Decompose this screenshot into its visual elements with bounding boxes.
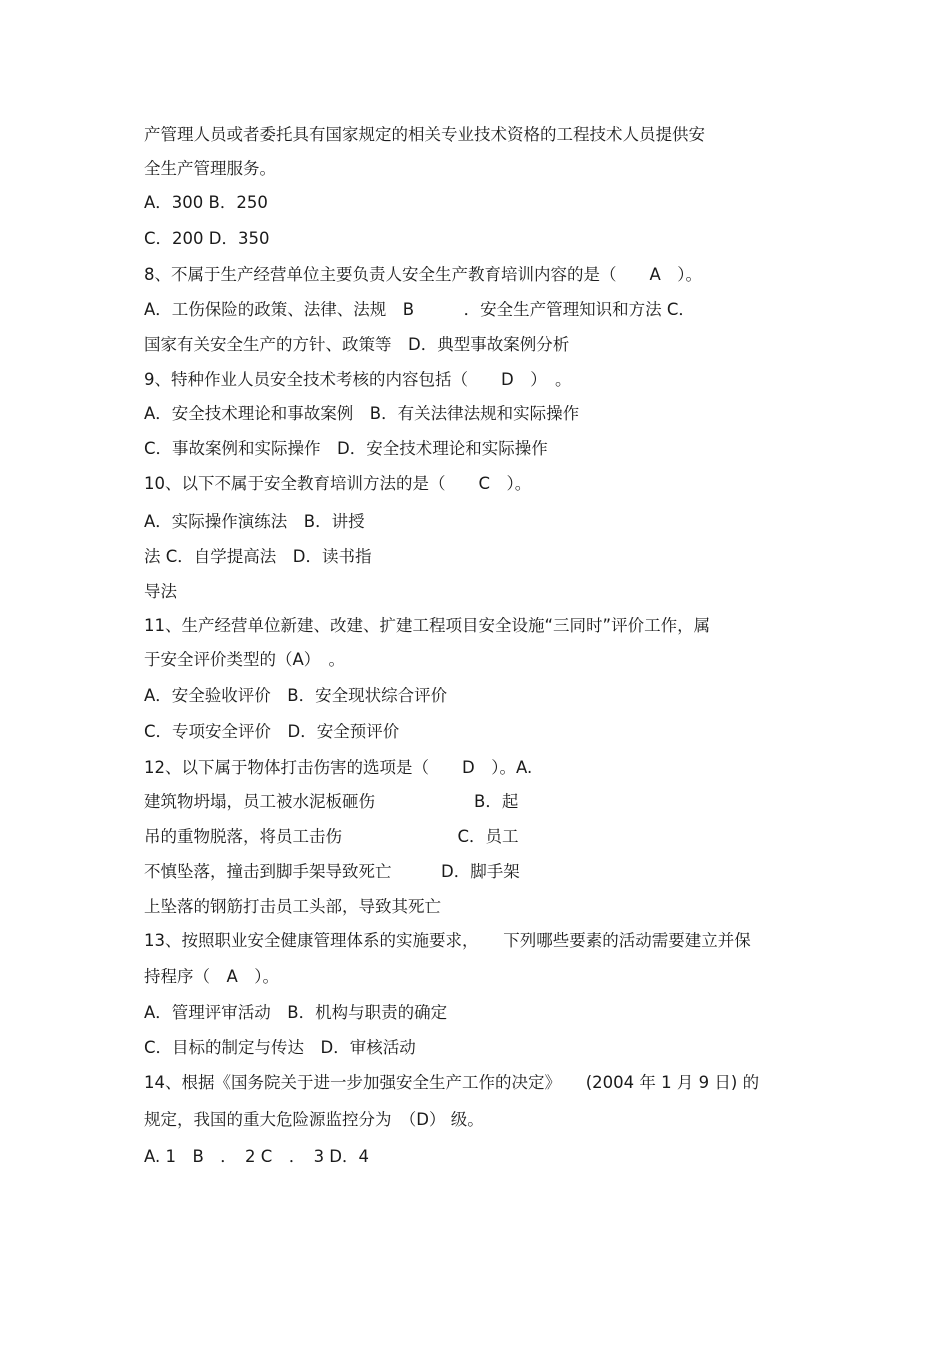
answer-options: A．实际操作演练法 B．讲授 — [144, 512, 365, 531]
text-line: 于安全评价类型的（A） 。 — [144, 650, 346, 669]
text-line: 规定，我国的重大危险源监控分为 （D） 级。 — [144, 1110, 484, 1129]
answer-options: C．200 D．350 — [144, 229, 270, 248]
answer-options: A．安全技术理论和事故案例 B．有关法律法规和实际操作 — [144, 404, 580, 423]
question-10: 10、以下不属于安全教育培训方法的是（ C ）。 — [144, 474, 532, 493]
question-11: 11、生产经营单位新建、改建、扩建工程项目安全设施“三同时”评价工作，属 — [144, 616, 711, 635]
text-line: 产管理人员或者委托具有国家规定的相关专业技术资格的工程技术人员提供安 — [144, 125, 705, 144]
text-line: 全生产管理服务。 — [144, 159, 276, 178]
question-8: 8、不属于生产经营单位主要负责人安全生产教育培训内容的是（ A ）。 — [144, 265, 703, 284]
text-line: 持程序（ A ）。 — [144, 967, 280, 986]
question-12: 12、以下属于物体打击伤害的选项是（ D ）。A. — [144, 758, 533, 777]
question-14: 14、根据《国务院关于进一步加强安全生产工作的决定》 (2004 年 1 月 9 日) 的 — [144, 1073, 760, 1092]
answer-options: C．目标的制定与传达 D．审核活动 — [144, 1038, 416, 1057]
answer-options: A．管理评审活动 B．机构与职责的确定 — [144, 1003, 448, 1022]
question-9: 9、特种作业人员安全技术考核的内容包括（ D ） 。 — [144, 370, 572, 389]
answer-options: A．工伤保险的政策、法律、法规 B ．安全生产管理知识和方法 C． — [144, 300, 695, 319]
answer-options: A. 1 B ． 2 C ． 3 D．4 — [144, 1147, 370, 1166]
answer-options: A．300 B．250 — [144, 193, 268, 212]
answer-options: 导法 — [144, 582, 177, 601]
answer-options: 建筑物坍塌，员工被水泥板砸伤 B．起 — [144, 792, 519, 811]
question-13: 13、按照职业安全健康管理体系的实施要求， 下列哪些要素的活动需要建立并保 — [144, 931, 751, 950]
answer-options: 法 C．自学提高法 D．读书指 — [144, 547, 372, 566]
answer-options: 吊的重物脱落，将员工击伤 C．员工 — [144, 827, 519, 846]
answer-options: 上坠落的钢筋打击员工头部，导致其死亡 — [144, 897, 441, 916]
answer-options: 国家有关安全生产的方针、政策等 D．典型事故案例分析 — [144, 335, 570, 354]
answer-options: A．安全验收评价 B．安全现状综合评价 — [144, 686, 448, 705]
answer-options: 不慎坠落，撞击到脚手架导致死亡 D．脚手架 — [144, 862, 520, 881]
answer-options: C．专项安全评价 D．安全预评价 — [144, 722, 400, 741]
answer-options: C．事故案例和实际操作 D．安全技术理论和实际操作 — [144, 439, 548, 458]
